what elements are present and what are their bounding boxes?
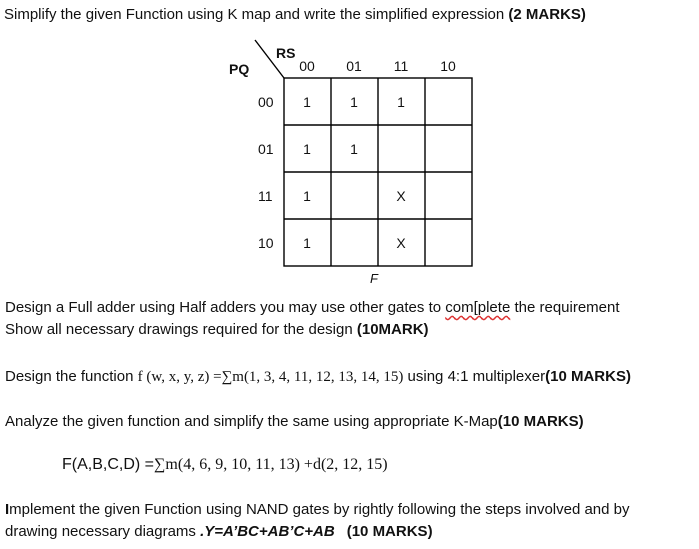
question-3-suffix: using 4:1 multiplexer: [403, 368, 546, 385]
question-2-text-2: Show all necessary drawings required for the design: [5, 321, 357, 338]
kmap-cell: 1: [350, 94, 358, 110]
question-1-marks: (2 MARKS): [508, 6, 586, 23]
question-3: [5, 368, 631, 386]
misspelled-word: com[plete: [445, 299, 511, 316]
question-3-text: Design the function: [5, 368, 138, 385]
question-5-expression: .Y=A’BC+AB’C+AB: [200, 523, 335, 540]
question-4-formula: [62, 456, 388, 474]
question-4: [5, 413, 584, 431]
kmap-cell: 1: [303, 235, 311, 251]
question-2-text-end: the requirement: [510, 299, 620, 316]
kmap-caption: F: [370, 271, 378, 286]
question-3-formula: f (w, x, y, z) =∑m(1, 3, 4, 11, 12, 13, 14, 15): [137, 369, 404, 385]
kmap-cell: 1: [397, 94, 405, 110]
question-2-text: Design a Full adder using Half adders you may use other gates to: [5, 299, 446, 316]
kmap-cell: X: [396, 188, 406, 204]
question-3-marks: (10 MARKS): [545, 368, 631, 385]
kmap-cell: 1: [303, 188, 311, 204]
kmap-row-variable: PQ: [229, 61, 250, 77]
question-5-marks: (10 MARKS): [346, 523, 433, 540]
question-5-initial: I: [5, 501, 10, 518]
kmap-cell: 1: [303, 141, 311, 157]
kmap-cell: X: [396, 235, 406, 251]
question-5-line-1: [5, 501, 630, 519]
question-1-text: Simplify the given Function using K map and write the simplified expression: [4, 6, 509, 23]
question-2-marks: (10MARK): [356, 321, 429, 338]
question-2-line-1: [5, 299, 620, 317]
question-4-formula-rhs: ∑m(4, 6, 9, 10, 11, 13) +d(2, 12, 15): [154, 456, 388, 473]
kmap-row-header: 00: [258, 94, 274, 110]
kmap-cell: 1: [303, 94, 311, 110]
question-5-text: mplement the given Function using NAND gates by rightly following the steps involved and by: [9, 501, 630, 518]
question-5-text-2: drawing necessary diagrams: [5, 523, 201, 540]
kmap-row-header: 11: [258, 188, 273, 204]
question-4-formula-lhs: F(A,B,C,D) =: [62, 456, 155, 473]
kmap-col-header: 01: [346, 58, 362, 74]
kmap-cell: 1: [350, 141, 358, 157]
kmap-row-header: 10: [258, 235, 274, 251]
kmap-col-variable: RS: [276, 45, 296, 61]
question-5-line-2: [5, 523, 433, 541]
question-4-text: Analyze the given function and simplify the same using appropriate K-Map: [5, 413, 498, 430]
kmap-row-header: 01: [258, 141, 274, 157]
kmap-col-header: 00: [299, 58, 315, 74]
question-4-marks: (10 MARKS): [497, 413, 584, 430]
question-2-line-2: [5, 321, 429, 339]
kmap-col-header: 10: [440, 58, 456, 74]
kmap-col-header: 11: [393, 58, 409, 74]
